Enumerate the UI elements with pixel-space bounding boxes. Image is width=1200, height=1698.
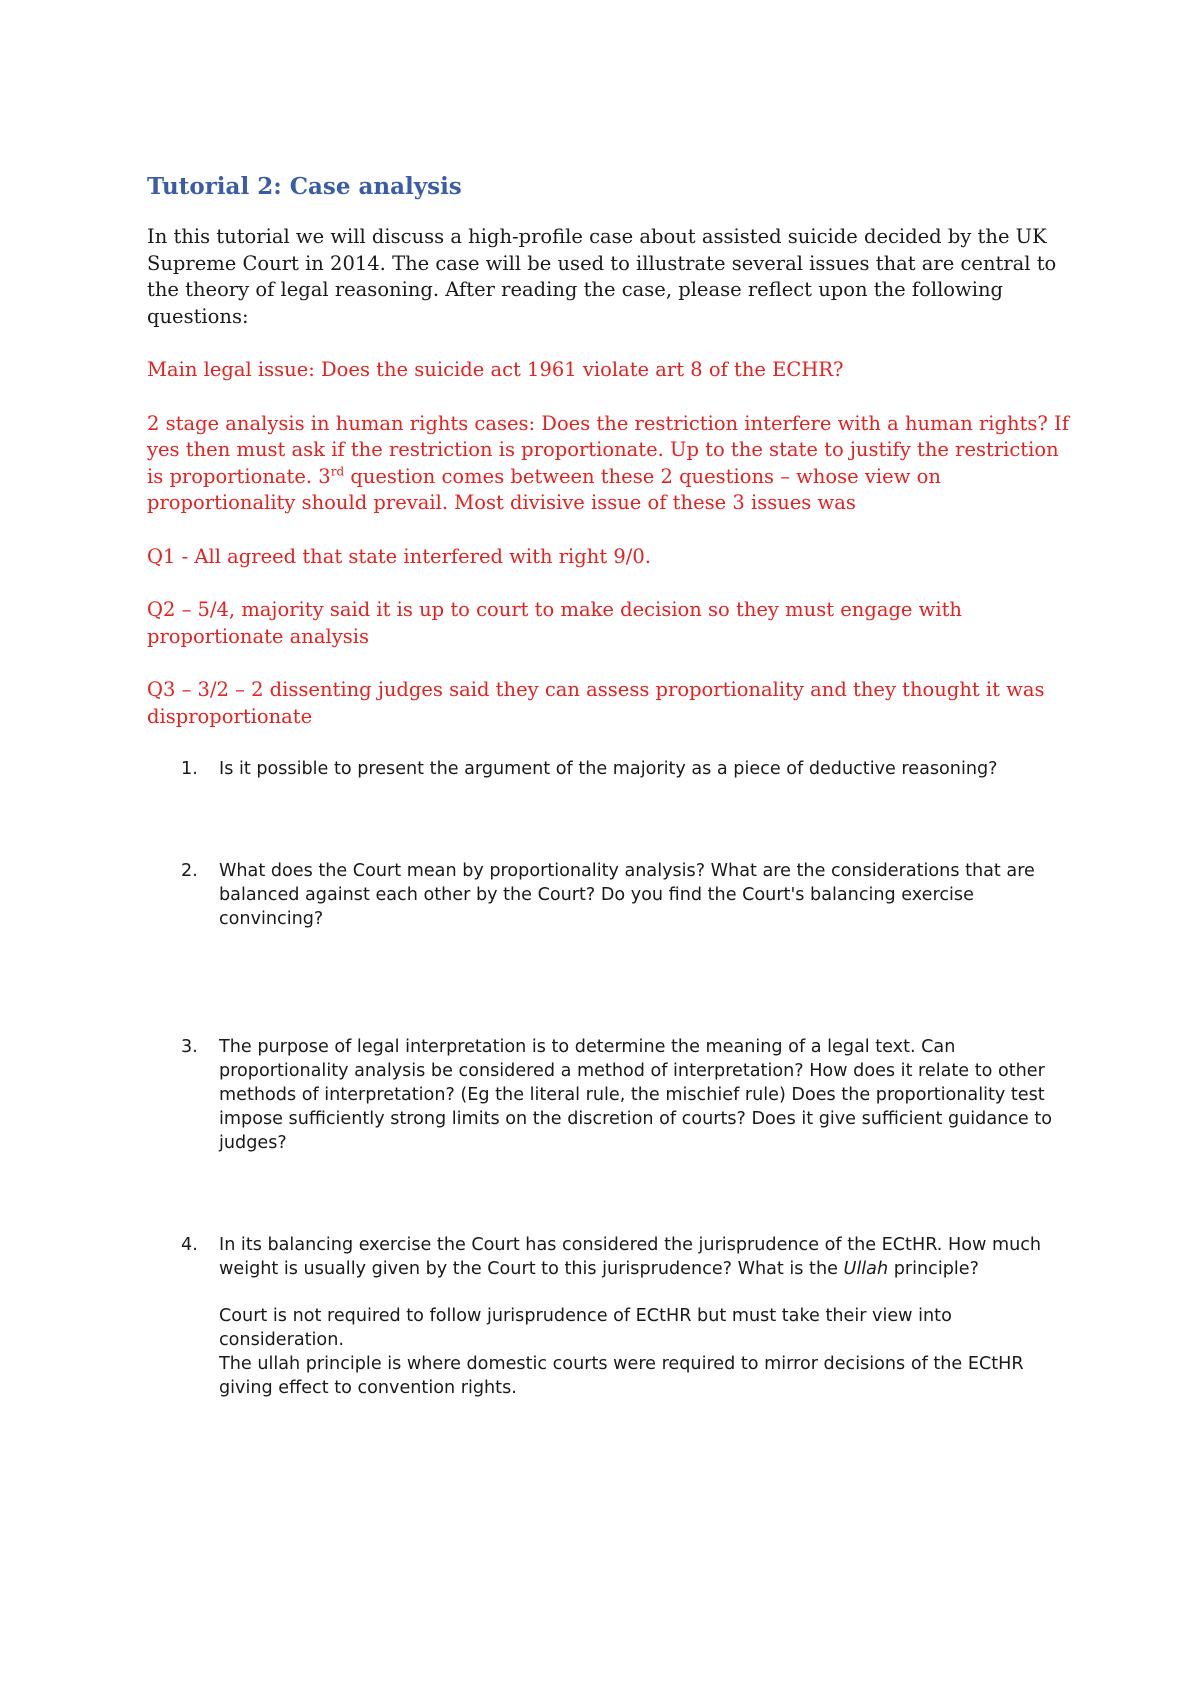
question-text: Is it possible to present the argument of the majority as a piece of deductive reasoning? <box>219 759 998 779</box>
question-item-2 <box>147 859 1077 931</box>
document-page <box>147 172 1077 1400</box>
superscript-rd: rd <box>330 464 345 478</box>
question-number: 3. <box>181 1037 198 1057</box>
two-stage-analysis-note <box>147 411 1077 517</box>
two-stage-text-part1: 2 stage analysis in human rights cases: Does the restriction interfere with a human rights? If yes then must ask if the restriction is proportionate. Up to the state to justify the restriction is proportionate. 3 <box>147 411 1069 488</box>
questions-list <box>147 757 1077 1400</box>
question-text: What does the Court mean by proportionality analysis? What are the considerations that are balanced against each other by the Court? Do you find the Court's balancing exercise convincing? <box>219 861 1035 929</box>
two-stage-text-part2: question comes between these 2 questions – whose view on proportionality should prevail. Most divisive issue of these 3 issues was <box>147 464 941 514</box>
question-text <box>219 1233 1077 1281</box>
question-item-4 <box>147 1233 1077 1400</box>
q2-note: Q2 – 5/4, majority said it is up to court to make decision so they must engage with proportionate analysis <box>147 598 962 648</box>
question-text: The purpose of legal interpretation is to determine the meaning of a legal text. Can proportionality analysis be considered a method of interpretation? How does it relate to other methods of interpretation? (Eg the literal rule, the mischief rule) Does the proportionality test impose sufficiently strong limits on the discretion of courts? Does it give sufficient guidance to judges? <box>219 1037 1053 1153</box>
q3-note: Q3 – 3/2 – 2 dissenting judges said they can assess proportionality and they thought it was disproportionate <box>147 678 1045 728</box>
intro-paragraph: In this tutorial we will discuss a high-profile case about assisted suicide decided by the UK Supreme Court in 2014. The case will be used to illustrate several issues that are central to the theory of legal reasoning. After reading the case, please reflect upon the following questions: <box>147 225 1057 328</box>
question-4-answer <box>219 1304 1077 1400</box>
answer-line-1: Court is not required to follow jurisprudence of ECtHR but must take their view into consideration. <box>219 1306 952 1350</box>
question-number: 2. <box>181 861 198 881</box>
question-text-after: principle? <box>888 1259 979 1279</box>
question-text-before: In its balancing exercise the Court has considered the jurisprudence of the ECtHR. How much weight is usually given by the Court to this jurisprudence? What is the <box>219 1235 1042 1279</box>
question-item-1 <box>147 757 1077 781</box>
q1-note: Q1 - All agreed that state interfered with right 9/0. <box>147 544 651 568</box>
answer-line-2: The ullah principle is where domestic courts were required to mirror decisions of the ECtHR giving effect to convention rights. <box>219 1354 1024 1398</box>
question-number: 1. <box>181 759 198 779</box>
document-title: Tutorial 2: Case analysis <box>147 173 462 200</box>
main-issue-note: Main legal issue: Does the suicide act 1961 violate art 8 of the ECHR? <box>147 358 844 381</box>
question-item-3 <box>147 1035 1077 1155</box>
question-number: 4. <box>181 1235 198 1255</box>
ullah-italic: Ullah <box>843 1259 889 1279</box>
